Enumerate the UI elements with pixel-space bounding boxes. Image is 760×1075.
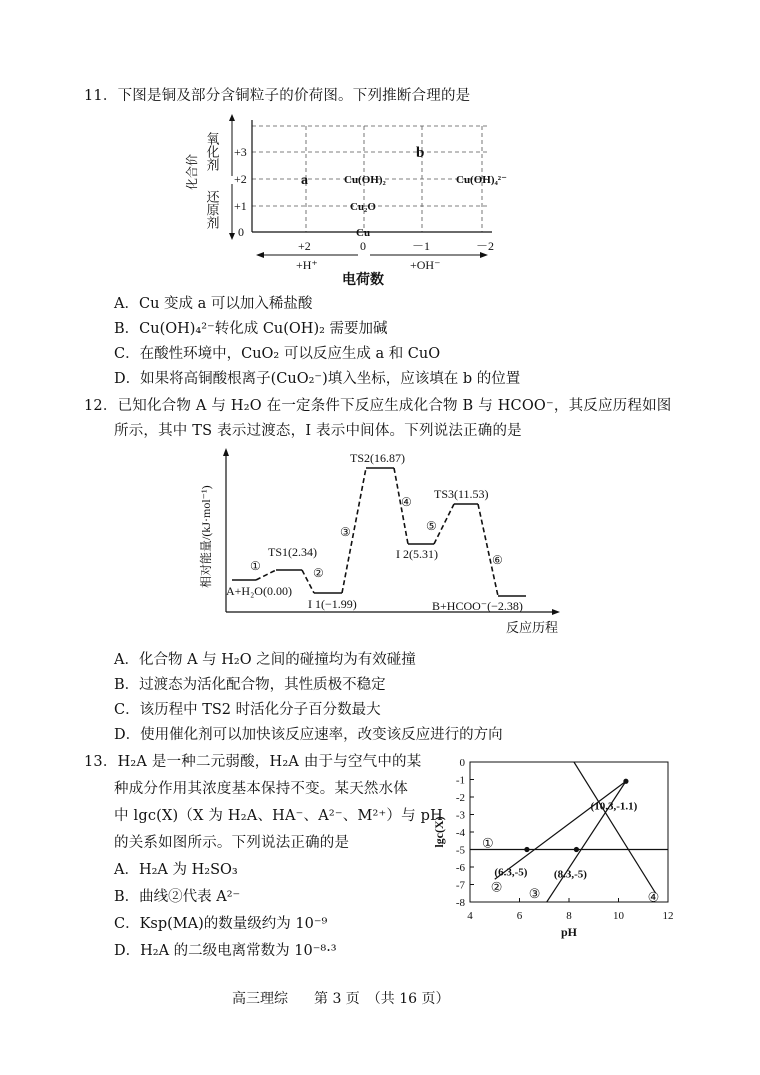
- q11-stem: [84, 86, 470, 106]
- q13-line1-text: H₂A 是一种二元弱酸，H₂A 由于与空气中的某: [117, 754, 422, 770]
- q13-annotation-point: [574, 847, 579, 852]
- q13-series-line-2: [495, 781, 626, 879]
- q13-xtick-label: 6: [516, 910, 523, 922]
- q13-ytick-label: -2: [455, 792, 465, 804]
- q11-point-cuoh2: Cu(OH)₂: [344, 174, 386, 186]
- q13-annotation-label: (10.3,-1.1): [590, 800, 638, 813]
- q13-series-label-1: ①: [482, 835, 494, 851]
- q13-option-c: C．Ksp(MA)的数量级约为 10⁻⁹: [114, 916, 328, 932]
- q11-xtick-m2: －2: [476, 239, 495, 253]
- q11-reductant-label: 还原剂: [204, 190, 220, 229]
- q12-step-2: ②: [313, 566, 324, 580]
- q11-number: 11．: [84, 88, 118, 104]
- footer: [232, 988, 450, 1008]
- q13-xtick-label: 12: [662, 910, 674, 922]
- q13-ytick-label: -4: [455, 827, 465, 839]
- q13-series-label-3: ③: [528, 886, 541, 901]
- q12-option-b: B．过渡态为活化配合物，其性质极不稳定: [114, 677, 386, 693]
- q13-option-d: D．H₂A 的二级电离常数为 10⁻⁸·³: [114, 943, 337, 959]
- q11-xlabel: 电荷数: [342, 273, 384, 288]
- q13-ytick-label: 0: [459, 757, 465, 769]
- q12-stem-line2: 所示，其中 TS 表示过渡态，I 表示中间体。下列说法正确的是: [114, 423, 522, 439]
- q13-series-label-2: ②: [490, 879, 503, 895]
- q12-option-d: D．使用催化剂可以加快该反应速率，改变该反应进行的方向: [114, 727, 503, 743]
- q13-series-label-4: ④: [647, 889, 660, 905]
- q12-stem-line1: [84, 396, 671, 416]
- q11-option-c: C．在酸性环境中，CuO₂ 可以反应生成 a 和 CuO: [114, 346, 441, 362]
- q11-oxidant-label: 氧化剂: [204, 132, 220, 171]
- q13-xtick-label: 8: [566, 910, 572, 922]
- q11-stem-text: 下图是铜及部分含铜粒子的价荷图。下列推断合理的是: [117, 88, 471, 104]
- q13-line4: 的关系如图所示。下列说法正确的是: [114, 835, 350, 851]
- q13-option-a: A．H₂A 为 H₂SO₃: [114, 862, 238, 878]
- q11-option-b: B．Cu(OH)₄²⁻转化成 Cu(OH)₂ 需要加碱: [114, 321, 388, 337]
- q12-option-a: A．化合物 A 与 H₂O 之间的碰撞均为有效碰撞: [114, 652, 416, 668]
- q13-ytick-label: -7: [455, 879, 465, 892]
- q12-figure: [196, 446, 576, 642]
- q11-xtick-m1: －1: [412, 239, 431, 253]
- q12-state-ts2: TS2(16.87): [350, 451, 405, 465]
- q13-xtick-label: 4: [467, 910, 473, 922]
- q11-point-b: b: [416, 145, 425, 161]
- q11-ytick-3: +3: [234, 145, 247, 159]
- q12-stem-text1: 已知化合物 A 与 H₂O 在一定条件下反应生成化合物 B 与 HCOO⁻，其反应历程如图: [117, 398, 672, 414]
- q12-option-c: C．该历程中 TS2 时活化分子百分数最大: [114, 702, 381, 718]
- q13-ytick-label: -8: [455, 897, 465, 909]
- q13-number: 13．: [84, 754, 118, 770]
- q11-ytick-2: +2: [234, 172, 247, 186]
- q13-xlabel: pH: [560, 925, 578, 939]
- q11-xtick-0: 0: [360, 239, 366, 253]
- q12-state-ts1: TS1(2.34): [268, 545, 317, 559]
- q13-annotation-label: (6.3,-5): [494, 866, 528, 879]
- q11-arrow-left-label: +H⁺: [296, 258, 318, 272]
- q12-state-ts3: TS3(11.53): [434, 487, 489, 501]
- q11-point-cu2o: Cu₂O: [350, 201, 376, 213]
- q11-xtick-p2: +2: [298, 239, 311, 253]
- q13-option-b: B．曲线②代表 A²⁻: [114, 889, 241, 905]
- q11-point-a: a: [301, 173, 308, 188]
- q13-chart: [430, 752, 680, 950]
- q13-ytick-label: -6: [455, 862, 465, 874]
- footer-page: 第 3 页 （共 16 页）: [314, 991, 450, 1007]
- q11-arrow-right-label: +OH⁻: [410, 258, 441, 272]
- q13-annotation-label: (8.3,-5): [553, 868, 587, 881]
- q11-ytick-0: 0: [238, 225, 244, 239]
- q13-annotation-point: [623, 779, 628, 784]
- q13-line2: 种成分作用其浓度基本保持不变。某天然水体: [114, 781, 408, 797]
- q13-annotation-point: [524, 847, 529, 852]
- q12-step-1: ①: [250, 559, 261, 573]
- q12-step-3: ③: [340, 525, 351, 539]
- q13-line1: [84, 752, 421, 772]
- q11-figure: [180, 108, 520, 290]
- q12-step-4: ④: [401, 495, 412, 509]
- q12-ylabel: 相对能量/(kJ·mol⁻¹): [199, 485, 213, 588]
- q13-xtick-label: 10: [613, 910, 624, 922]
- q12-state-reactants: A+H₂O(0.00): [226, 584, 292, 598]
- q11-point-cu: Cu: [356, 227, 371, 239]
- q12-state-i2: I 2(5.31): [396, 547, 438, 561]
- q12-step-5: ⑤: [426, 519, 437, 533]
- q11-option-d: D．如果将高铜酸根离子(CuO₂⁻)填入坐标，应该填在 b 的位置: [114, 371, 521, 387]
- q12-state-i1: I 1(−1.99): [308, 597, 357, 611]
- q13-ytick-label: -3: [455, 809, 465, 822]
- q13-ylabel: lgc(X): [432, 816, 446, 848]
- q12-number: 12．: [84, 398, 118, 414]
- q11-point-cuoh4: Cu(OH)₄²⁻: [456, 174, 507, 186]
- q13-line3: 中 lgc(X)（X 为 H₂A、HA⁻、A²⁻、M²⁺）与 pH: [114, 808, 443, 824]
- q11-ytick-1: +1: [234, 199, 247, 213]
- q11-option-a: A．Cu 变成 a 可以加入稀盐酸: [114, 296, 313, 312]
- q12-step-6: ⑥: [492, 553, 503, 567]
- q12-state-products: B+HCOO⁻(−2.38): [432, 599, 523, 613]
- q12-xlabel: 反应历程: [506, 620, 559, 635]
- q13-ytick-label: -5: [455, 844, 465, 857]
- q11-ylabel: 化合价: [185, 153, 199, 190]
- footer-subject: 高三理综: [232, 991, 288, 1007]
- q13-ytick-label: -1: [455, 774, 465, 787]
